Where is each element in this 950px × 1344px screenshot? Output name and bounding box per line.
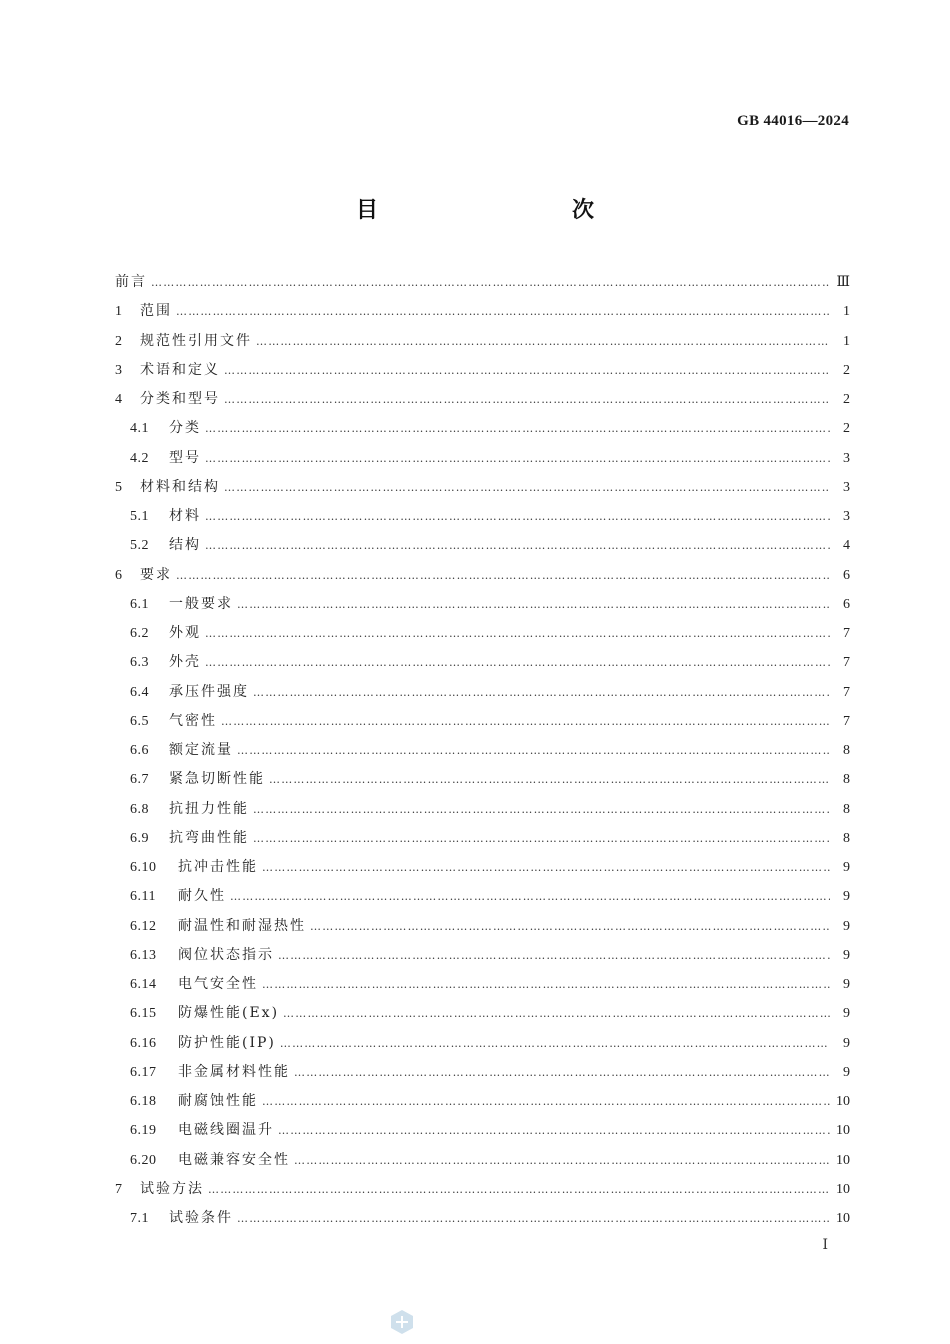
toc-entry-page: 10 [836,1211,850,1226]
toc-entry-label: 前言 [115,274,147,290]
toc-entry-number: 6.13 [130,947,157,963]
toc-entry-number: 6.14 [130,977,157,992]
toc-entry-label: 范围 [140,303,172,320]
toc-dot-leader [294,1146,830,1175]
toc-entry-page: 2 [843,362,850,378]
toc-entry[interactable] [115,941,850,970]
toc-entry-page: 9 [843,860,850,875]
toc-dot-leader [205,648,830,677]
toc-dot-leader [237,1204,830,1233]
toc-entry-page: 7 [843,684,850,700]
toc-entry-page: 2 [843,421,850,437]
toc-entry-number: 6.5 [130,713,149,729]
toc-entry-page: 9 [843,1035,850,1051]
toc-entry[interactable] [115,1175,850,1204]
toc-entry[interactable] [115,473,850,502]
toc-entry-page: 4 [843,538,850,554]
toc-entry-label: 防爆性能(Ex) [178,1005,280,1022]
toc-entry-number: 4.1 [130,421,149,437]
toc-entry-number: 6.6 [130,743,149,758]
toc-entry-number: 6.7 [130,772,149,788]
toc-entry-label: 材料 [169,508,201,524]
toc-entry-label: 气密性 [169,712,217,729]
toc-entry-label: 规范性引用文件 [140,332,252,349]
toc-entry-number: 6 [115,567,123,583]
toc-entry-number: 6.19 [130,1123,157,1139]
toc-entry[interactable] [115,736,850,765]
toc-dot-leader [269,765,830,794]
toc-entry-page: 3 [843,509,850,524]
toc-entry[interactable] [115,824,850,853]
toc-entry[interactable] [115,765,850,794]
toc-entry-page: 3 [843,450,850,466]
toc-dot-leader [205,502,830,531]
toc-entry[interactable] [115,1116,850,1145]
toc-entry-page: 9 [843,1006,850,1022]
toc-dot-leader [221,707,830,736]
toc-dot-leader [205,414,830,443]
toc-entry-number: 6.15 [130,1006,157,1022]
toc-entry-number: 6.16 [130,1035,157,1051]
toc-entry-label: 电磁兼容安全性 [178,1151,290,1168]
toc-entry-page: 3 [843,479,850,495]
toc-entry-page: 8 [843,743,850,758]
toc-entry[interactable] [115,590,850,619]
toc-entry-label: 外壳 [169,654,201,671]
toc-dot-leader [256,327,830,356]
page-title: 目 次 [355,198,644,223]
toc-dot-leader [262,1087,830,1116]
toc-dot-leader [230,882,830,911]
toc-entry-page: 9 [843,889,850,905]
toc-entry-label: 抗弯曲性能 [169,829,249,846]
toc-entry-page: 1 [843,333,850,349]
toc-entry-number: 3 [115,362,123,378]
toc-entry-number: 6.3 [130,655,149,671]
toc-entry[interactable] [115,385,850,414]
toc-dot-leader [253,795,830,824]
toc-dot-leader [253,824,830,853]
toc-dot-leader [151,268,830,297]
toc-entry-label: 试验方法 [140,1180,204,1197]
toc-entry-number: 2 [115,333,123,349]
toc-entry-label: 分类和型号 [140,391,220,407]
toc-entry-page: 8 [843,772,850,788]
toc-entry-label: 分类 [169,420,201,437]
toc-entry-label: 型号 [169,449,201,466]
toc-dot-leader [176,561,830,590]
toc-entry-label: 耐腐蚀性能 [178,1093,258,1109]
toc-dot-leader [262,853,830,882]
toc-entry-page: 9 [843,1064,850,1080]
toc-dot-leader [205,619,830,648]
toc-entry-label: 抗冲击性能 [178,859,258,875]
toc-entry-number: 6.17 [130,1064,157,1080]
toc-entry-label: 外观 [169,625,201,641]
toc-entry[interactable] [115,502,850,531]
toc-entry[interactable] [115,1029,850,1058]
toc-entry[interactable] [115,999,850,1028]
toc-entry-number: 6.18 [130,1094,157,1109]
toc-entry-label: 承压件强度 [169,683,249,700]
toc-entry-number: 6.10 [130,860,157,875]
toc-dot-leader [205,531,830,560]
toc-entry[interactable] [115,1204,850,1233]
toc-entry[interactable] [115,1058,850,1087]
toc-entry-page: 9 [843,977,850,992]
table-of-contents [115,268,850,1233]
toc-dot-leader [283,999,830,1028]
toc-entry-number: 1 [115,304,123,320]
toc-dot-leader [237,590,830,619]
toc-entry[interactable] [115,268,850,297]
toc-entry[interactable] [115,707,850,736]
toc-entry-number: 5.2 [130,538,149,554]
toc-entry-label: 术语和定义 [140,361,220,378]
toc-entry-label: 结构 [169,537,201,554]
toc-entry-number: 7 [115,1181,123,1197]
toc-entry-number: 7.1 [130,1211,149,1226]
page-number: Ⅰ [822,1238,828,1253]
toc-entry-number: 5 [115,479,123,495]
toc-entry[interactable] [115,1087,850,1116]
toc-entry-label: 要求 [140,566,172,583]
toc-dot-leader [224,473,830,502]
toc-entry-page: 8 [843,801,850,817]
toc-entry-number: 6.4 [130,684,149,700]
toc-entry-label: 电磁线圈温升 [178,1122,274,1139]
toc-entry-label: 紧急切断性能 [169,771,265,788]
toc-entry-page: 1 [843,304,850,320]
toc-entry[interactable] [115,1146,850,1175]
toc-entry-page: 10 [836,1152,850,1168]
toc-entry[interactable] [115,297,850,326]
toc-dot-leader [253,678,830,707]
toc-entry[interactable] [115,327,850,356]
toc-entry-number: 4.2 [130,450,149,466]
toc-entry[interactable] [115,912,850,941]
toc-dot-leader [224,385,830,414]
toc-entry[interactable] [115,795,850,824]
toc-entry-number: 6.8 [130,801,149,817]
toc-entry-page: 7 [843,626,850,641]
toc-entry-label: 额定流量 [169,742,233,758]
toc-entry[interactable] [115,444,850,473]
toc-entry-page: 7 [843,713,850,729]
toc-dot-leader [237,736,830,765]
toc-dot-leader [278,1116,830,1145]
toc-entry-page: Ⅲ [836,275,850,290]
standard-code: GB 44016—2024 [737,113,849,129]
sac-logo-icon [389,1309,415,1335]
toc-dot-leader [310,912,830,941]
toc-entry-page: 2 [843,392,850,407]
toc-entry-number: 5.1 [130,509,149,524]
toc-entry-label: 抗扭力性能 [169,800,249,817]
toc-entry-number: 4 [115,392,123,407]
toc-entry[interactable] [115,882,850,911]
toc-entry[interactable] [115,531,850,560]
toc-dot-leader [294,1058,830,1087]
toc-dot-leader [280,1029,830,1058]
toc-entry[interactable] [115,678,850,707]
toc-entry-page: 6 [843,596,850,612]
toc-entry-number: 6.20 [130,1152,157,1168]
toc-dot-leader [224,356,830,385]
toc-entry-number: 6.12 [130,918,157,934]
toc-entry-number: 6.11 [130,889,156,905]
toc-dot-leader [176,297,830,326]
toc-entry-page: 8 [843,830,850,846]
toc-entry[interactable] [115,853,850,882]
toc-entry[interactable] [115,561,850,590]
toc-entry-page: 6 [843,567,850,583]
toc-entry-label: 材料和结构 [140,478,220,495]
toc-entry-number: 6.1 [130,596,149,612]
toc-entry-label: 防护性能(IP) [178,1034,276,1051]
toc-entry-label: 非金属材料性能 [178,1063,290,1080]
toc-entry-page: 10 [836,1094,850,1109]
toc-entry-number: 6.2 [130,626,149,641]
toc-entry-number: 6.9 [130,830,149,846]
toc-entry-label: 一般要求 [169,595,233,612]
toc-dot-leader [262,970,830,999]
toc-entry-page: 9 [843,918,850,934]
toc-entry-page: 10 [836,1123,850,1139]
toc-entry-label: 电气安全性 [178,976,258,992]
toc-entry-page: 10 [836,1181,850,1197]
toc-entry[interactable] [115,619,850,648]
toc-dot-leader [208,1175,830,1204]
toc-entry-page: 7 [843,655,850,671]
toc-entry-label: 耐久性 [178,888,226,905]
toc-entry[interactable] [115,648,850,677]
toc-entry-page: 9 [843,947,850,963]
toc-entry-label: 阀位状态指示 [178,946,274,963]
toc-entry-label: 耐温性和耐湿热性 [178,917,306,934]
toc-dot-leader [278,941,830,970]
toc-entry[interactable] [115,414,850,443]
toc-entry[interactable] [115,970,850,999]
toc-entry-label: 试验条件 [169,1210,233,1226]
toc-dot-leader [205,444,830,473]
toc-entry[interactable] [115,356,850,385]
